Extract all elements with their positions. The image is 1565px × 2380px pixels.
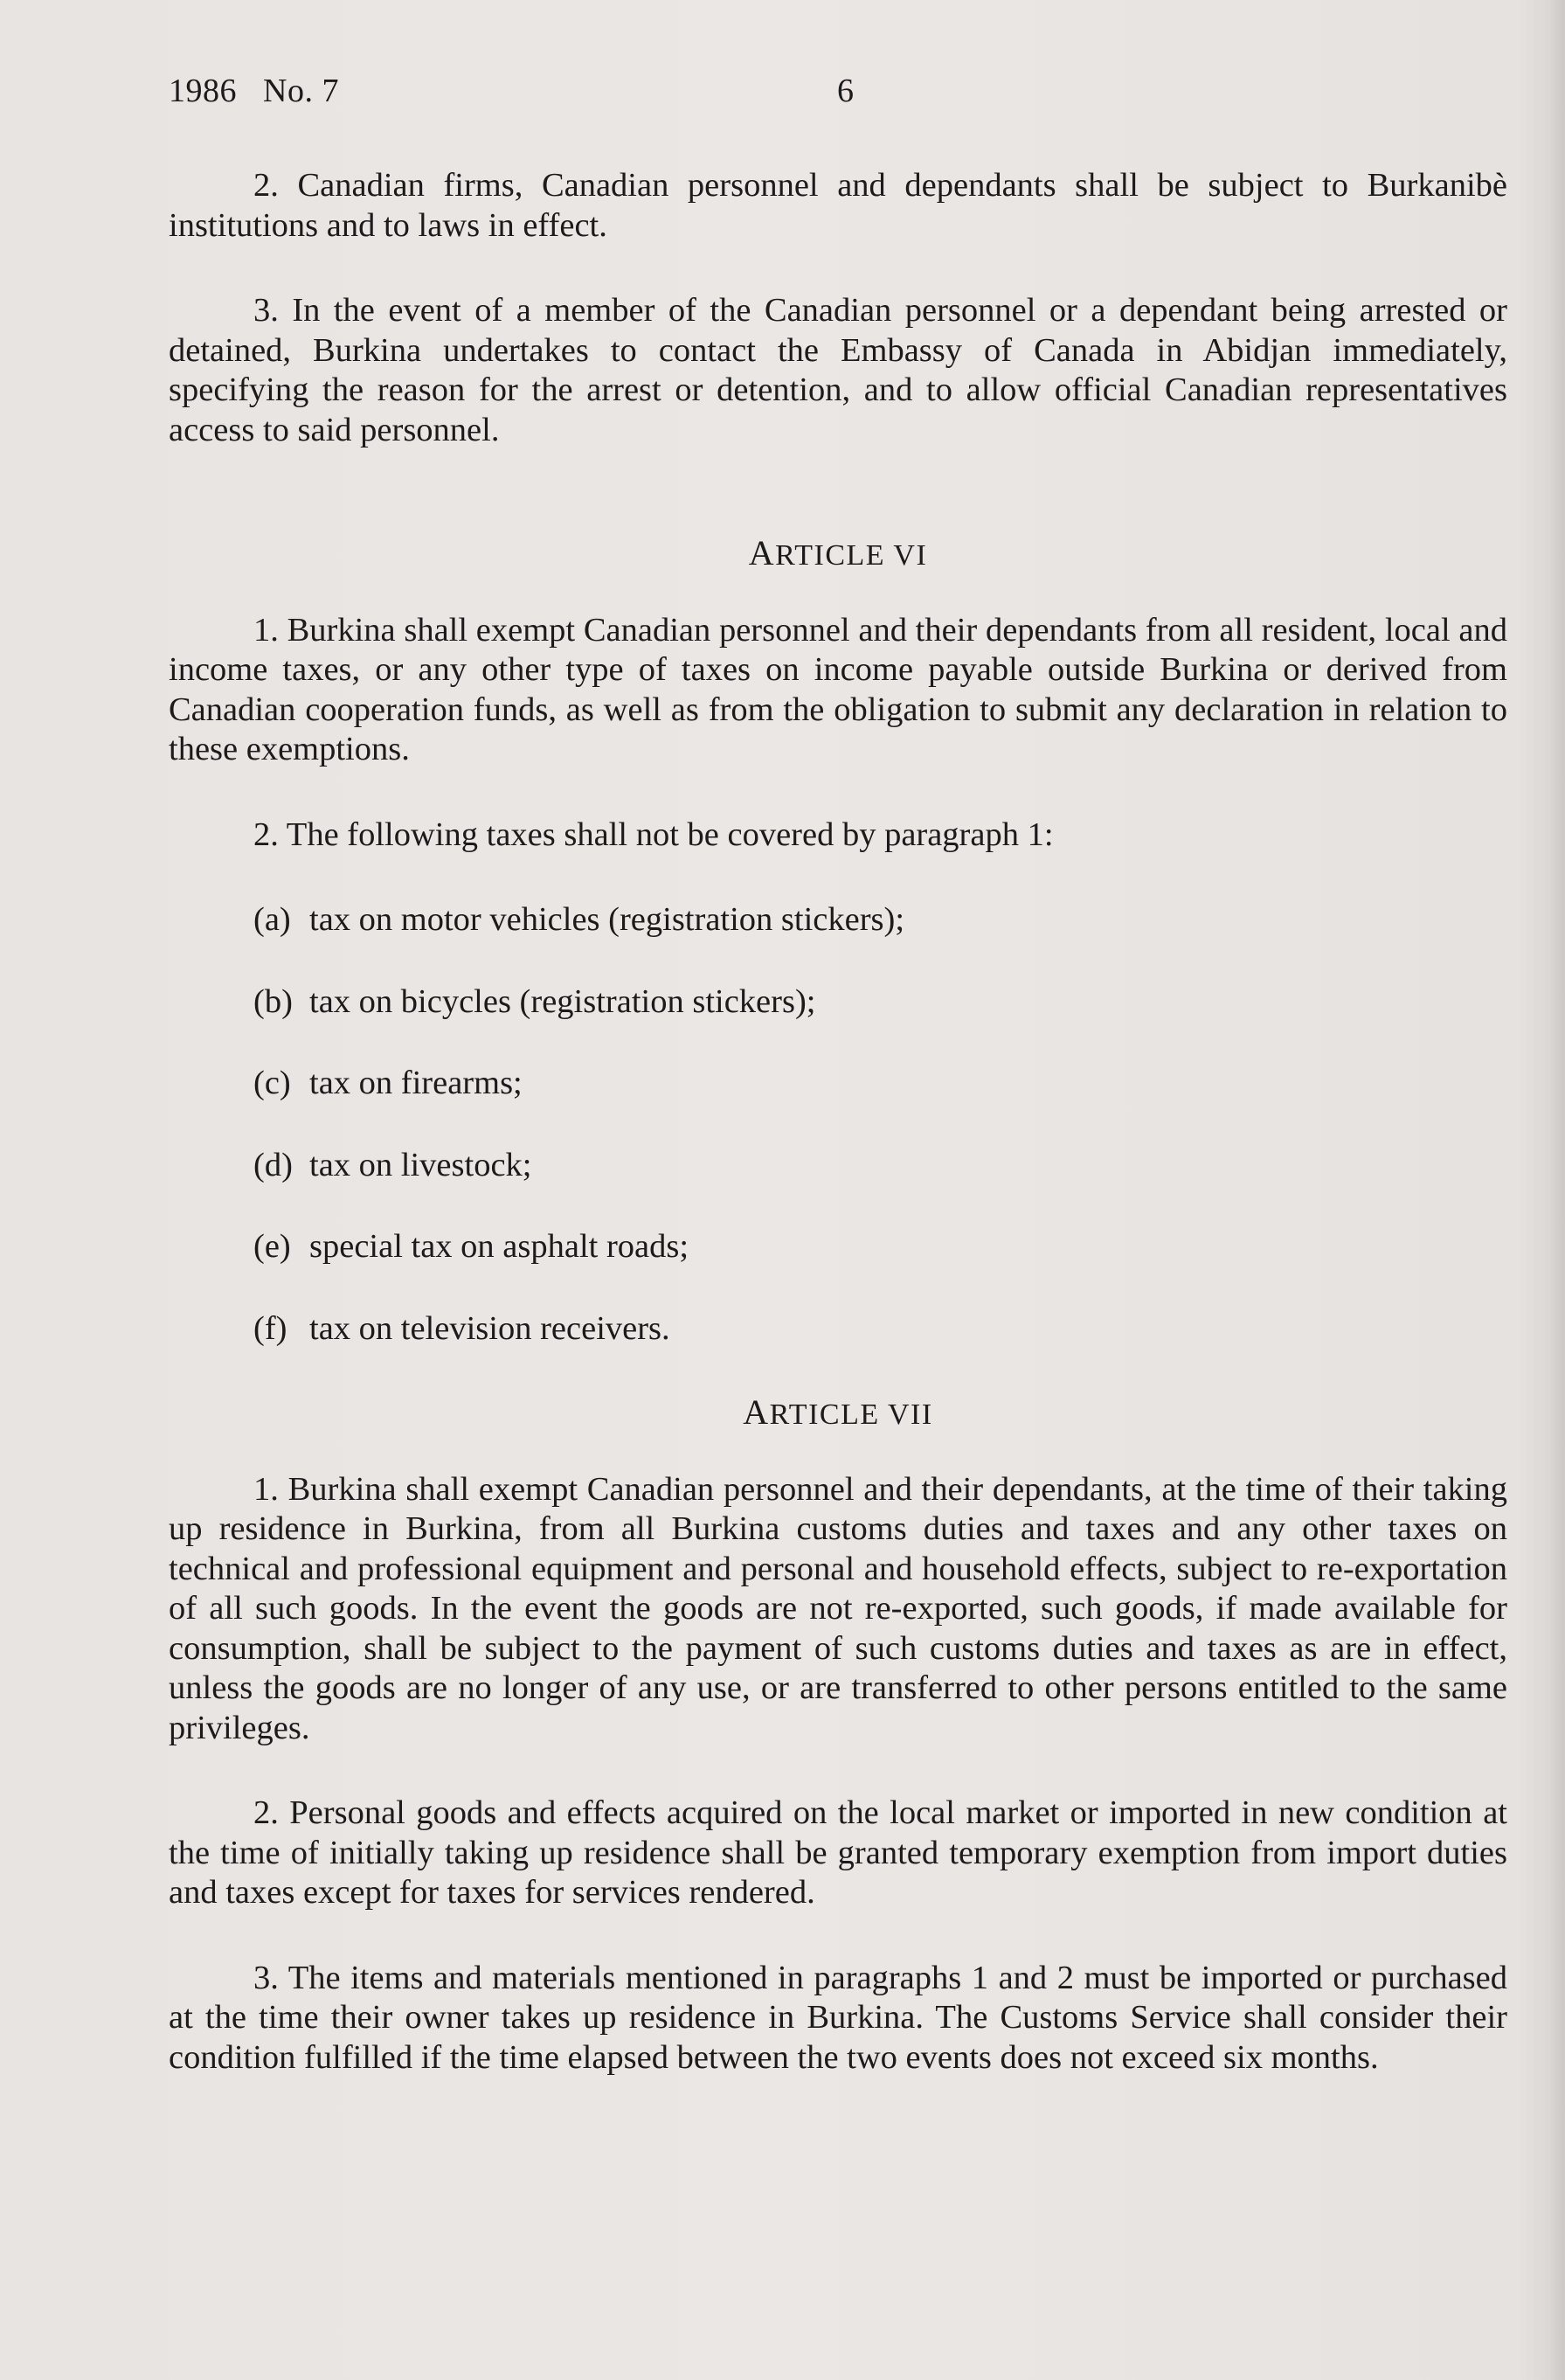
- page-header: [169, 72, 855, 110]
- article-v-paragraph-3: 3. In the event of a member of the Canadian personnel or a dependant being arrested or detained, Burkina undertakes to contact the Embassy of Canada in Abidjan immediately, specifying the reason for the arrest or detention, and to allow official Canadian representatives access to said personnel.: [169, 292, 1507, 448]
- list-item-label: (b): [253, 982, 293, 1020]
- header-page-number: 6: [837, 73, 855, 109]
- article-v-paragraph-2: 2. Canadian firms, Canadian personnel and dependants shall be subject to Burkanibè institutions and to laws in effect.: [169, 167, 1507, 244]
- list-item-label: (e): [253, 1228, 291, 1265]
- page-edge-shadow: [1549, 0, 1565, 2380]
- article-vii-paragraph-1: 1. Burkina shall exempt Canadian personnel and their dependants, at the time of their taking up residence in Burkina, from all Burkina customs duties and taxes and any other taxes on technical and professional equipment and personal and household effects, subject to re-exportation of all such goods. In the event the goods are not re-exported, such goods, if made available for consumption, shall be subject to the payment of such customs duties and taxes as are in effect, unless the goods are no longer of any use, or are transferred to other persons entitled to the same privileges.: [169, 1470, 1507, 1746]
- article-vi-heading-initial: A: [748, 533, 776, 572]
- list-item: [253, 1227, 1507, 1267]
- list-item: [253, 1064, 1507, 1104]
- list-item-label: (a): [253, 901, 291, 938]
- tax-exclusion-list: [169, 900, 1507, 1349]
- list-item: [253, 1309, 1507, 1350]
- list-item-text: tax on television receivers.: [309, 1309, 670, 1347]
- article-vii-heading-rest: RTICLE VII: [769, 1398, 933, 1431]
- list-item-text: tax on bicycles (registration stickers);: [309, 982, 816, 1020]
- list-item-label: (c): [253, 1065, 291, 1101]
- article-vi-paragraph-2: 2. The following taxes shall not be covered by paragraph 1:: [253, 815, 1054, 853]
- article-vii-heading-initial: A: [743, 1392, 770, 1432]
- list-item-text: tax on motor vehicles (registration stickers);: [309, 901, 905, 938]
- list-item: [253, 900, 1507, 940]
- list-item: [253, 1146, 1507, 1186]
- list-item-label: (f): [253, 1309, 287, 1347]
- list-item-label: (d): [253, 1146, 293, 1183]
- list-item-text: tax on firearms;: [309, 1065, 523, 1101]
- list-item-text: special tax on asphalt roads;: [309, 1228, 689, 1265]
- document-body: [169, 166, 1507, 2123]
- article-vi-heading: [169, 533, 1507, 576]
- list-item: [253, 982, 1507, 1023]
- list-item-text: tax on livestock;: [309, 1146, 532, 1183]
- article-vi-paragraph-1: 1. Burkina shall exempt Canadian personnel and their dependants from all resident, local and income taxes, or any other type of taxes on income payable outside Burkina or derived from Canadian cooperation funds, as well as from the obligation to submit any declaration in relation to these exemptions.: [169, 611, 1507, 767]
- article-vii-paragraph-2: 2. Personal goods and effects acquired on the local market or imported in new condition at the time of initially taking up residence shall be granted temporary exemption from import duties and taxes except for taxes for services rendered.: [169, 1794, 1507, 1911]
- article-vii-heading: [169, 1392, 1507, 1435]
- article-vi-heading-rest: RTICLE VI: [775, 539, 928, 572]
- header-year-number: 1986 No. 7: [169, 73, 339, 109]
- article-vii-paragraph-3: 3. The items and materials mentioned in paragraphs 1 and 2 must be imported or purchased at the time their owner takes up residence in Burkina. The Customs Service shall consider their condition fulfilled if the time elapsed between the two events does not exceed six months.: [169, 1959, 1507, 2076]
